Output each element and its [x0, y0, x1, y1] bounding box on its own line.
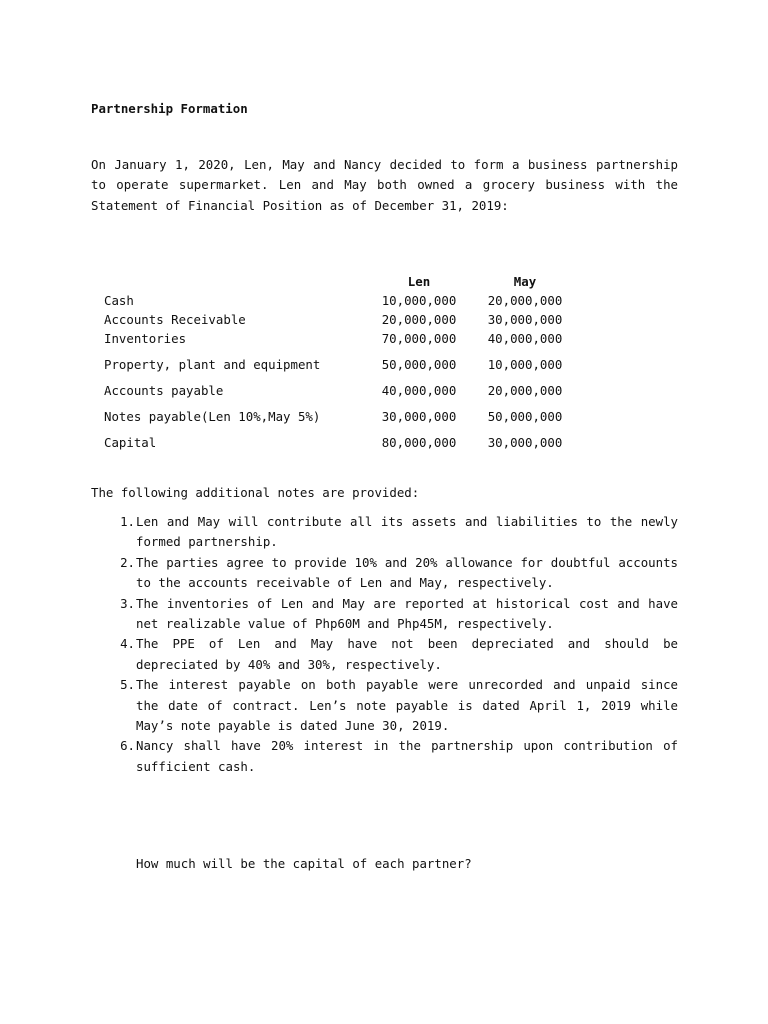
- len-value: 70,000,000: [381, 330, 457, 346]
- note-number: 2.: [120, 554, 135, 570]
- may-value: 40,000,000: [487, 330, 563, 346]
- row-label: Cash: [104, 292, 134, 308]
- note-text: The PPE of Len and May have not been depreciated and should be depreciated by 40% and 30%, respectively.: [136, 636, 678, 672]
- financial-position-table: [104, 271, 578, 452]
- question-text: How much will be the capital of each partner?: [136, 856, 472, 871]
- may-value: 30,000,000: [487, 434, 563, 450]
- note-number: 3.: [120, 595, 135, 611]
- row-label: Notes payable(Len 10%,May 5%): [104, 408, 321, 424]
- note-text: Nancy shall have 20% interest in the partnership upon contribution of sufficient cash.: [136, 738, 678, 774]
- note-number: 5.: [120, 677, 135, 693]
- table-row: [104, 348, 578, 381]
- list-item: [91, 736, 678, 777]
- table-row: [104, 329, 578, 348]
- note-number: 4.: [120, 636, 135, 652]
- table-row: [104, 291, 578, 310]
- len-value: 40,000,000: [381, 382, 457, 398]
- table-row: [104, 433, 578, 452]
- intro-paragraph: On January 1, 2020, Len, May and Nancy decided to form a business partnership to operate supermarket. Len and May both owned a grocery business with the Statement of Financial Position as of December 31, 2019:: [91, 157, 678, 213]
- note-text: The parties agree to provide 10% and 20% allowance for doubtful accounts to the accounts receivable of Len and May, respectively.: [136, 554, 678, 591]
- row-label: Accounts Receivable: [104, 311, 246, 327]
- row-label: Accounts payable: [104, 382, 224, 398]
- table-row: [104, 310, 578, 329]
- document-title: Partnership Formation: [91, 101, 248, 116]
- list-item: [91, 512, 678, 553]
- header-len: Len: [407, 273, 431, 289]
- table-header-row: [104, 271, 578, 291]
- note-text: The inventories of Len and May are reported at historical cost and have net realizable value of Php60M and Php45M, respectively.: [136, 595, 678, 632]
- may-value: 20,000,000: [487, 382, 563, 398]
- note-number: 6.: [120, 738, 135, 754]
- header-label-cell: [104, 271, 366, 291]
- may-value: 10,000,000: [487, 356, 563, 372]
- header-may: May: [513, 273, 537, 289]
- list-item: [91, 553, 678, 594]
- row-label: Property, plant and equipment: [104, 356, 321, 372]
- list-item: [91, 594, 678, 635]
- may-value: 30,000,000: [487, 311, 563, 327]
- len-value: 80,000,000: [381, 434, 457, 450]
- table-row: [104, 400, 578, 433]
- note-number: 1.: [120, 514, 135, 529]
- row-label: Capital: [104, 434, 157, 450]
- len-value: 50,000,000: [381, 356, 457, 372]
- len-value: 20,000,000: [381, 311, 457, 327]
- may-value: 50,000,000: [487, 408, 563, 424]
- notes-intro: The following additional notes are provided:: [91, 485, 420, 500]
- list-item: [91, 634, 678, 675]
- list-item: [91, 675, 678, 736]
- note-text: Len and May will contribute all its assets and liabilities to the newly formed partnership.: [136, 514, 678, 550]
- table-row: [104, 381, 578, 400]
- len-value: 30,000,000: [381, 408, 457, 424]
- notes-list: [91, 512, 678, 777]
- may-value: 20,000,000: [487, 292, 563, 308]
- row-label: Inventories: [104, 330, 187, 346]
- len-value: 10,000,000: [381, 292, 457, 308]
- note-text: The interest payable on both payable were unrecorded and unpaid since the date of contract. Len’s note payable is dated April 1, 2019 while May’s note payable is dated June 30, 2019.: [136, 677, 678, 734]
